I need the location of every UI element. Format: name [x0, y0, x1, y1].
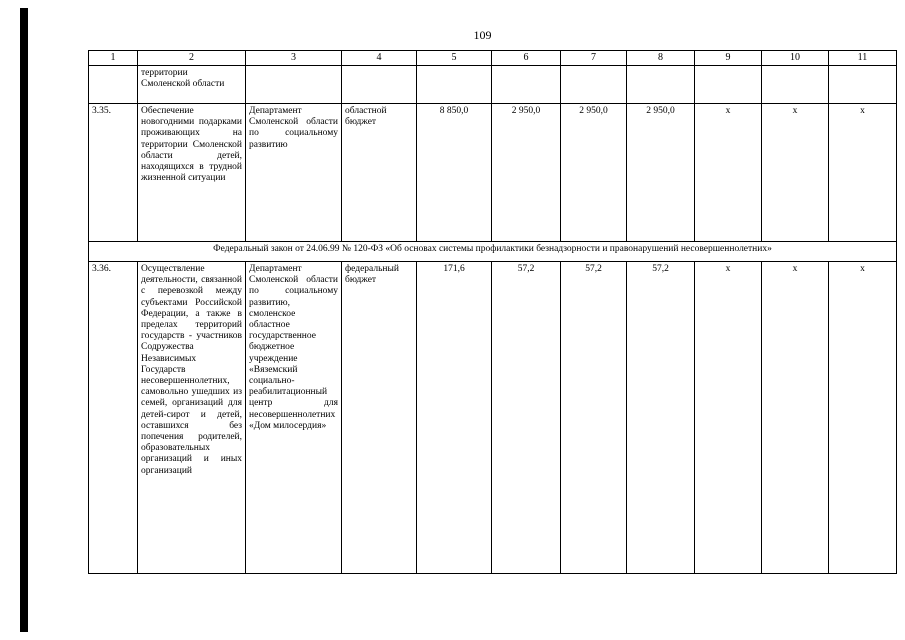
column-header: 8	[627, 51, 695, 66]
column-header: 9	[695, 51, 762, 66]
column-11-value: х	[829, 104, 897, 242]
executor: Департамент Смоленской области по социальному развитию	[246, 104, 342, 242]
column-9-value: х	[695, 104, 762, 242]
year-3-amount: 2 950,0	[627, 104, 695, 242]
row-number: 3.35.	[89, 104, 138, 242]
cell-empty	[829, 66, 897, 104]
activity-name: Обеспечение новогодними подарками проживающих на территории Смоленской области детей, находящихся в трудной жизненной ситуации	[138, 104, 246, 242]
column-10-value: х	[762, 262, 829, 574]
column-header: 11	[829, 51, 897, 66]
law-section-row	[89, 242, 897, 262]
program-activities-table	[88, 50, 897, 574]
column-header: 2	[138, 51, 246, 66]
year-1-amount: 2 950,0	[492, 104, 561, 242]
cell-empty	[89, 66, 138, 104]
activity-name-text: территории Смоленской области	[141, 68, 225, 90]
column-header: 10	[762, 51, 829, 66]
column-10-value: х	[762, 104, 829, 242]
year-2-amount: 57,2	[561, 262, 627, 574]
funding-source: областной бюджет	[342, 104, 417, 242]
year-1-amount: 57,2	[492, 262, 561, 574]
page-number: 109	[473, 28, 492, 42]
column-9-value: х	[695, 262, 762, 574]
column-header: 7	[561, 51, 627, 66]
binding-bar	[20, 8, 28, 632]
total-amount: 171,6	[417, 262, 492, 574]
year-3-amount: 57,2	[627, 262, 695, 574]
cell-empty	[342, 66, 417, 104]
cell-empty	[492, 66, 561, 104]
table-row-3-35	[89, 104, 897, 242]
cell-empty	[246, 66, 342, 104]
total-amount: 8 850,0	[417, 104, 492, 242]
column-header: 6	[492, 51, 561, 66]
column-number-row	[89, 51, 897, 66]
activity-name: Осуществление деятельности, связанной с перевозкой между субъектами Российской Федерации, а также в пределах территорий государств - участников Содружества Независимых Государств несовершеннолетних, самовольно ушедших из семей, организаций для детей-сирот и детей, оставшихся без попечения родителей, образовательных организаций и иных организаций	[138, 262, 246, 574]
cell-empty	[627, 66, 695, 104]
column-11-value: х	[829, 262, 897, 574]
activity-name-continued	[138, 66, 246, 104]
column-header: 4	[342, 51, 417, 66]
cell-empty	[762, 66, 829, 104]
continuation-row	[89, 66, 897, 104]
funding-source: федеральный бюджет	[342, 262, 417, 574]
year-2-amount: 2 950,0	[561, 104, 627, 242]
column-header: 5	[417, 51, 492, 66]
column-header: 1	[89, 51, 138, 66]
row-number: 3.36.	[89, 262, 138, 574]
cell-empty	[561, 66, 627, 104]
law-section-title: Федеральный закон от 24.06.99 № 120-ФЗ «Об основах системы профилактики безнадзорности и правонарушений несовершеннолетних»	[89, 242, 897, 262]
cell-empty	[695, 66, 762, 104]
cell-empty	[417, 66, 492, 104]
column-header: 3	[246, 51, 342, 66]
table-row-3-36	[89, 262, 897, 574]
executor: Департамент Смоленской области по социальному развитию, смоленское областное государственное бюджетное учреждение «Вяземский социально-реабилитационный центр для несовершеннолетних «Дом милосердия»	[246, 262, 342, 574]
